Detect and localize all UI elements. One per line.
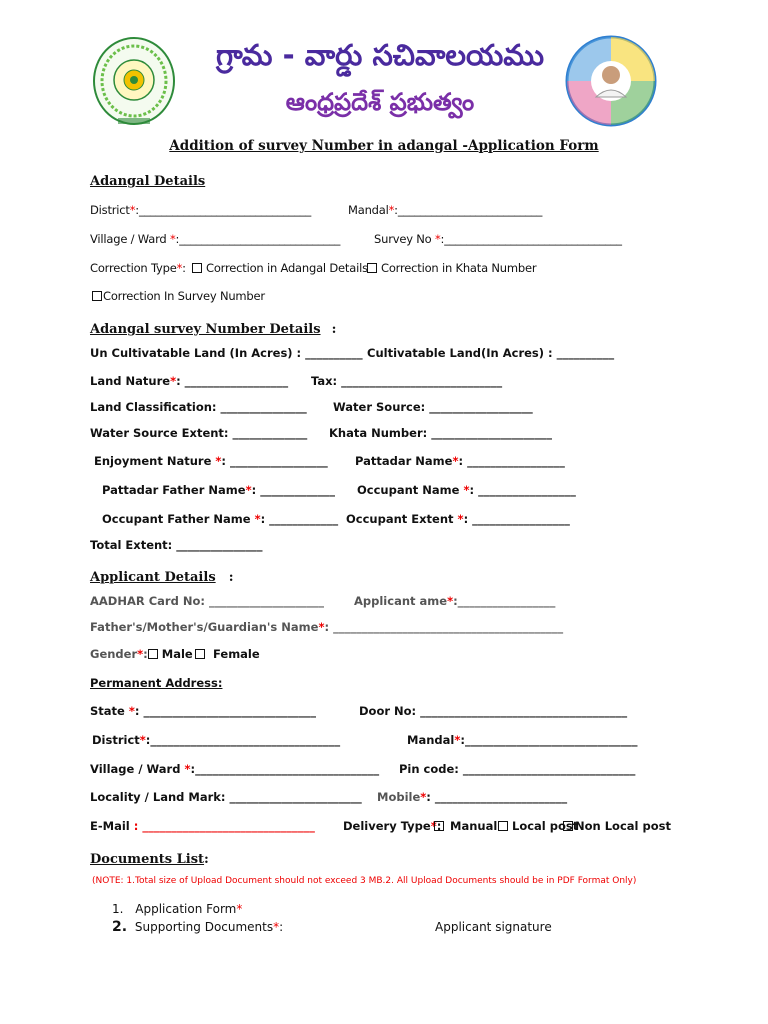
document-item-1: 1. Application Form*: [112, 902, 243, 916]
pin-code-field[interactable]: Pin code: ______________________________: [399, 762, 636, 776]
telugu-subtitle: ఆంధ్రప్రదేశ్ ప్రభుత్వం: [285, 88, 475, 116]
address-district-field[interactable]: :_________________________________: [145, 733, 341, 747]
option-local-post[interactable]: Local post: [512, 819, 579, 833]
pattadar-name-label: Pattadar Name: [355, 454, 453, 468]
permanent-address-heading: Permanent Address:: [90, 676, 223, 690]
aadhar-name-row: AADHAR Card No: ____________________ Applicant ame*:_________________: [90, 594, 556, 608]
section-applicant-heading: Applicant Details :: [90, 570, 234, 585]
supporting-documents-label: Supporting Documents: [134, 920, 274, 934]
section-applicant-details: Applicant Details: [90, 570, 216, 585]
state-door-row: State *: ______________________________ Door No: ____________________________________: [90, 704, 628, 718]
applicant-name-label: Applicant ame: [354, 594, 448, 608]
checkbox-icon[interactable]: [148, 649, 158, 659]
checkbox-icon[interactable]: [192, 263, 202, 273]
occupant-father-row: Occupant Father Name *: ____________ Occupant Extent *: _________________: [102, 512, 570, 526]
land-classification-field[interactable]: Land Classification: _______________: [90, 400, 307, 414]
classification-row: [0, 400, 768, 420]
guardian-row: Father's/Mother's/Guardian's Name*: ________________________________________: [90, 620, 564, 634]
guardian-label: Father's/Mother's/Guardian's Name: [90, 620, 319, 634]
email-label: E-Mail: [90, 819, 134, 833]
locality-mobile-row: Locality / Land Mark: _______________________ Mobile*: _______________________: [90, 790, 568, 804]
email-delivery-row: E-Mail : ______________________________ Delivery Type*: Manual Local post Non Local post: [90, 819, 671, 833]
checkbox-icon[interactable]: [92, 291, 102, 301]
gender-row: Gender*: Male Female: [90, 647, 260, 661]
option-manual[interactable]: Manual: [450, 819, 498, 833]
tax-field[interactable]: Tax: ____________________________: [311, 374, 503, 388]
occupant-father-field[interactable]: : ____________: [260, 512, 339, 526]
uncultivatable-land-field[interactable]: Un Cultivatable Land (In Acres) : __________: [90, 346, 363, 360]
gender-label: Gender: [90, 647, 138, 661]
section-documents-list: Documents List: [90, 852, 205, 867]
pattadar-father-row: Pattadar Father Name*: _____________ Occupant Name *: _________________: [102, 483, 576, 497]
checkbox-icon[interactable]: [434, 821, 444, 831]
telugu-title: గ్రామ - వార్డు సచివాలయము: [216, 38, 544, 72]
address-district-label: District: [92, 733, 140, 747]
survey-no-field[interactable]: :________________________________: [440, 232, 622, 246]
cultivatable-land-field[interactable]: Cultivatable Land(In Acres) : __________: [367, 346, 615, 360]
village-label: Village / Ward: [90, 232, 170, 246]
khata-number-field[interactable]: Khata Number: _____________________: [329, 426, 552, 440]
pattadar-name-field[interactable]: : _________________: [458, 454, 565, 468]
address-district-row: District*:_________________________________ Mandal*:______________________________: [92, 733, 638, 747]
water-extent-row: [0, 426, 768, 446]
land-nature-field[interactable]: : __________________: [176, 374, 289, 388]
application-form-label: Application Form: [135, 902, 237, 916]
mandal-label: Mandal: [348, 203, 389, 217]
occupant-name-field[interactable]: : _________________: [469, 483, 576, 497]
occupant-father-label: Occupant Father Name: [102, 512, 255, 526]
address-village-row: Village / Ward *:________________________________ Pin code: ______________________________: [90, 762, 636, 776]
mobile-field[interactable]: : _______________________: [426, 790, 568, 804]
correction-type-label: Correction Type: [90, 261, 177, 275]
mobile-label: Mobile: [377, 790, 421, 804]
village-survey-row: Village / Ward *:_____________________________ Survey No *:________________________________: [90, 232, 622, 246]
checkbox-icon[interactable]: [367, 263, 377, 273]
upload-note: (NOTE: 1.Total size of Upload Document should not exceed 3 MB.2. All Upload Documents should be in PDF Format Only): [92, 876, 637, 886]
applicant-signature: Applicant signature: [435, 920, 552, 934]
option-correction-survey[interactable]: Correction In Survey Number: [103, 289, 265, 303]
guardian-field[interactable]: : ________________________________________: [324, 620, 564, 634]
land-nature-row: Land Nature*: __________________ Tax: ____________________________: [90, 374, 503, 388]
delivery-type-label: Delivery Type: [343, 819, 431, 833]
correction-type-row: Correction Type*: Correction in Adangal Details Correction in Khata Number: [90, 261, 537, 275]
district-label: District: [90, 203, 130, 217]
address-mandal-label: Mandal: [407, 733, 455, 747]
section-adangal-details: Adangal Details: [90, 174, 206, 189]
enjoyment-row: Enjoyment Nature *: _________________ Pattadar Name*: _________________: [94, 454, 565, 468]
water-source-extent-field[interactable]: Water Source Extent: _____________: [90, 426, 308, 440]
occupant-extent-field[interactable]: : _________________: [463, 512, 570, 526]
address-village-label: Village / Ward: [90, 762, 185, 776]
address-village-field[interactable]: :________________________________: [190, 762, 380, 776]
pattadar-father-field[interactable]: : _____________: [251, 483, 335, 497]
checkbox-icon[interactable]: [563, 821, 573, 831]
village-field[interactable]: :_____________________________: [175, 232, 341, 246]
cm-portrait-badge: [565, 35, 657, 127]
checkbox-icon[interactable]: [195, 649, 205, 659]
aadhar-field[interactable]: AADHAR Card No: ____________________: [90, 594, 324, 608]
water-source-field[interactable]: Water Source: __________________: [333, 400, 533, 414]
state-field[interactable]: : ______________________________: [134, 704, 316, 718]
section-adangal-survey-heading: Adangal survey Number Details :: [90, 322, 337, 337]
locality-field[interactable]: Locality / Land Mark: _______________________: [90, 790, 362, 804]
door-no-field[interactable]: Door No: ____________________________________: [359, 704, 628, 718]
land-nature-label: Land Nature: [90, 374, 171, 388]
address-mandal-field[interactable]: :______________________________: [460, 733, 638, 747]
district-field[interactable]: :_______________________________: [135, 203, 312, 217]
option-male[interactable]: Male: [161, 647, 193, 661]
ap-state-emblem: [92, 36, 177, 130]
email-field[interactable]: : ______________________________: [133, 819, 315, 833]
total-extent-field[interactable]: Total Extent: _______________: [90, 538, 263, 552]
document-item-2: 2. Supporting Documents*:: [112, 919, 284, 935]
section-adangal-survey: Adangal survey Number Details: [90, 322, 321, 337]
pattadar-father-label: Pattadar Father Name: [102, 483, 246, 497]
survey-no-label: Survey No: [374, 232, 435, 246]
section-documents-heading: Documents List:: [90, 852, 209, 867]
form-title: Addition of survey Number in adangal -Application Form: [169, 138, 599, 154]
correction-survey-row: [0, 289, 768, 309]
enjoyment-nature-label: Enjoyment Nature: [94, 454, 216, 468]
option-non-local-post[interactable]: Non Local post: [575, 819, 671, 833]
option-female[interactable]: Female: [213, 647, 260, 661]
total-extent-row: [0, 538, 768, 558]
option-correction-khata[interactable]: Correction in Khata Number: [381, 261, 537, 275]
enjoyment-nature-field[interactable]: : _________________: [221, 454, 328, 468]
checkbox-icon[interactable]: [498, 821, 508, 831]
state-label: State: [90, 704, 129, 718]
occupant-extent-label: Occupant Extent: [346, 512, 458, 526]
option-correction-adangal[interactable]: Correction in Adangal Details: [206, 261, 368, 275]
cultivation-row: [0, 346, 768, 366]
mandal-field[interactable]: :__________________________: [394, 203, 543, 217]
applicant-name-field[interactable]: :_________________: [453, 594, 556, 608]
occupant-name-label: Occupant Name: [357, 483, 464, 497]
district-mandal-row: District*:_______________________________ Mandal*:__________________________: [90, 203, 543, 217]
